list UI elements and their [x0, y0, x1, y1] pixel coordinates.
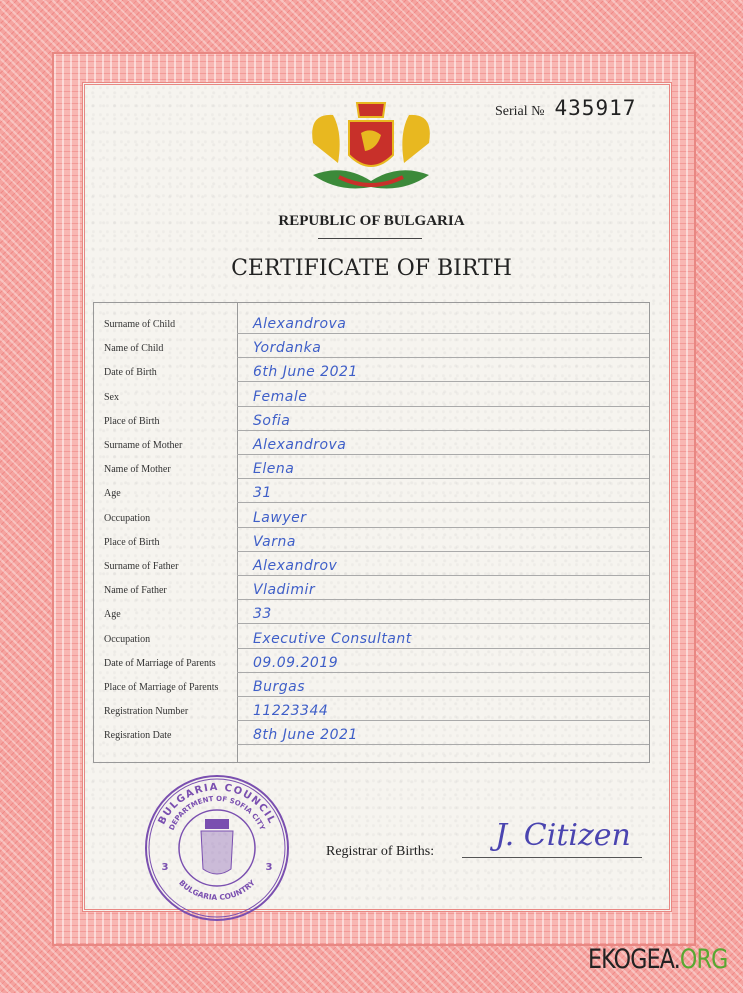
watermark — [588, 944, 727, 975]
serial-value: 435917 — [554, 96, 637, 120]
signature-line — [462, 857, 642, 858]
field-value-line — [237, 357, 649, 382]
table-row — [94, 310, 649, 334]
field-value: Burgas — [253, 679, 305, 695]
field-label: Name of Child — [104, 343, 164, 355]
table-row — [94, 431, 649, 455]
table-row — [94, 528, 649, 552]
serial-label: Serial № — [495, 104, 545, 119]
table-row — [94, 576, 649, 600]
field-value-line — [237, 430, 649, 455]
field-value-line — [237, 551, 649, 576]
field-label: Surname of Mother — [104, 440, 183, 451]
field-label: Registration Number — [104, 706, 189, 718]
field-value-line — [237, 478, 649, 503]
field-label: Surname of Father — [104, 561, 179, 572]
field-value-line — [237, 382, 649, 407]
certificate-title: CERTIFICATE OF BIRTH — [231, 256, 512, 281]
table-row — [94, 334, 649, 358]
table-row — [94, 455, 649, 479]
table-row — [94, 504, 649, 528]
field-value-line — [237, 454, 649, 479]
field-label: Name of Father — [104, 585, 167, 597]
table-row — [94, 673, 649, 697]
field-value: Elena — [253, 461, 295, 478]
table-row — [94, 383, 649, 407]
field-value-line — [237, 503, 649, 528]
field-value: 6th June 2021 — [253, 364, 358, 381]
registration-table — [93, 302, 650, 763]
field-value: Executive Consultant — [253, 630, 412, 647]
field-value: 31 — [253, 485, 272, 502]
field-label: Name of Mother — [104, 464, 171, 476]
stamp-number-left: 3 — [161, 862, 169, 873]
field-value: Female — [253, 388, 308, 405]
table-row — [94, 721, 649, 745]
field-label: Occupation — [104, 512, 151, 524]
field-value: 33 — [253, 606, 272, 623]
field-label: Date of Marriage of Parents — [104, 657, 216, 669]
table-row — [94, 649, 649, 673]
stamp-number-right: 3 — [265, 862, 273, 873]
official-stamp — [143, 773, 291, 923]
field-label: Age — [104, 609, 121, 621]
divider — [318, 238, 422, 239]
field-value-line — [237, 648, 649, 673]
registrar-label: Registrar of Births: — [326, 844, 435, 859]
field-value: 09.09.2019 — [253, 654, 339, 671]
field-label: Place of Birth — [104, 415, 160, 427]
field-value: Alexandrova — [253, 316, 347, 332]
svg-text:BULGARIA COUNTRY — [177, 878, 257, 902]
field-value: 11223344 — [253, 703, 329, 720]
serial-number — [495, 96, 636, 120]
field-label: Place of Marriage of Parents — [104, 682, 219, 693]
field-value: 8th June 2021 — [253, 727, 358, 744]
field-label: Regisration Date — [104, 730, 172, 742]
field-value: Sofia — [253, 412, 291, 429]
stamp-top-text: BULGARIA COUNCIL — [156, 781, 278, 827]
field-value: Lawyer — [253, 509, 307, 526]
table-row — [94, 358, 649, 382]
country-name: REPUBLIC OF BULGARIA — [278, 213, 465, 229]
table-row — [94, 697, 649, 721]
table-row — [94, 479, 649, 503]
table-row — [94, 600, 649, 624]
field-value-line — [237, 720, 649, 745]
field-value-line — [237, 309, 649, 334]
field-label: Sex — [104, 391, 119, 403]
field-value-line — [237, 333, 649, 358]
field-value-line — [237, 527, 649, 552]
field-label: Surname of Child — [104, 319, 176, 330]
field-value: Varna — [253, 533, 296, 550]
field-value: Vladimir — [253, 582, 316, 599]
watermark-suffix: ORG — [679, 944, 728, 975]
coat-of-arms-icon — [303, 93, 439, 197]
field-label: Age — [104, 488, 121, 500]
field-label: Date of Birth — [104, 367, 157, 379]
stamp-inner-text: DEPARTMENT OF SOFIA CITY — [167, 794, 267, 832]
table-row — [94, 407, 649, 431]
field-label: Occupation — [104, 633, 151, 645]
field-value-line — [237, 406, 649, 431]
field-label: Place of Birth — [104, 536, 160, 548]
field-value-line — [237, 672, 649, 697]
field-value-line — [237, 599, 649, 624]
table-row — [94, 625, 649, 649]
registrar-signature: J. Citizen — [495, 818, 631, 853]
field-value-line — [237, 696, 649, 721]
field-value: Alexandrov — [253, 558, 338, 574]
field-value: Alexandrova — [253, 437, 347, 453]
stamp-bottom-text: BULGARIA COUNTRY — [177, 878, 257, 903]
table-row — [94, 552, 649, 576]
watermark-main: EKOGEA. — [588, 944, 680, 975]
field-value-line — [237, 575, 649, 600]
field-value: Yordanka — [253, 340, 322, 357]
field-value-line — [237, 624, 649, 649]
